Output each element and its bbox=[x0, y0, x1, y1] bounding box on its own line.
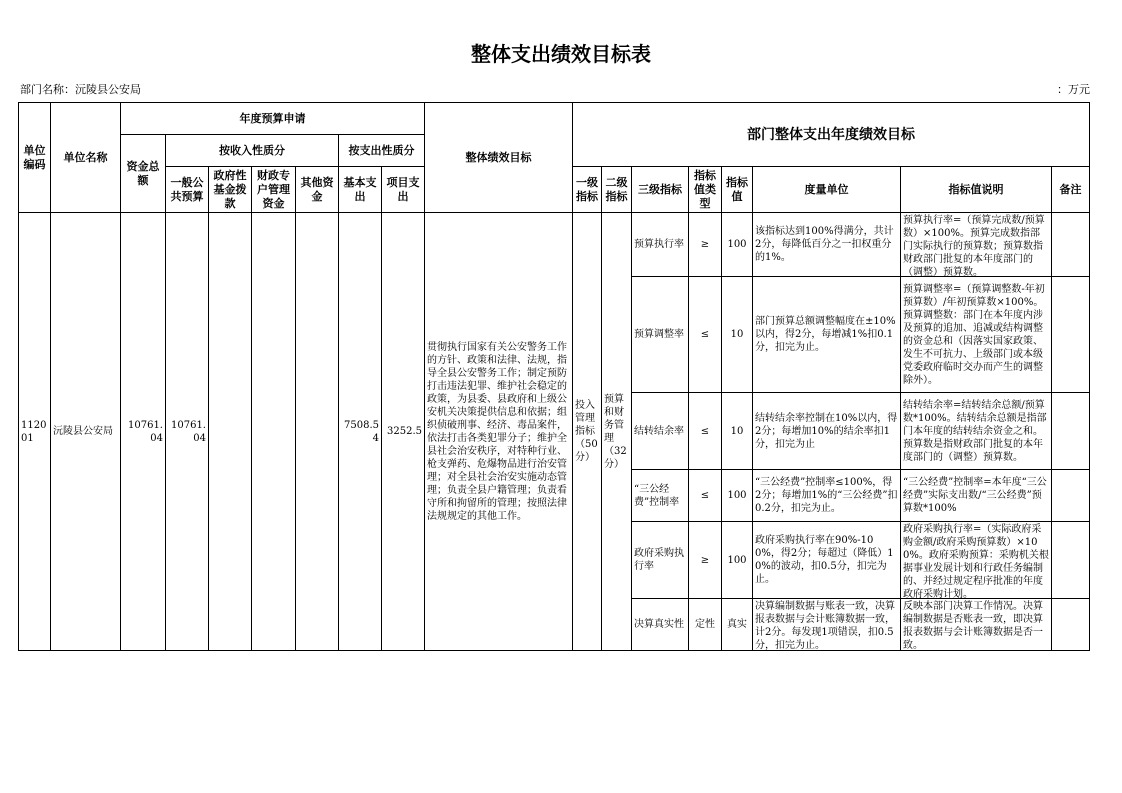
cell-measure bbox=[753, 277, 901, 393]
cell-level3: “三公经费”控制率 bbox=[632, 470, 689, 522]
header-project: 项目支出 bbox=[382, 167, 425, 213]
cell-desc bbox=[901, 213, 1052, 277]
cell-level3: 预算执行率 bbox=[632, 213, 689, 277]
cell-indicator-type: 定性 bbox=[689, 599, 722, 651]
cell-indicator-value: 真实 bbox=[722, 599, 753, 651]
header-unit-name: 单位名称 bbox=[51, 103, 121, 213]
cell-desc bbox=[901, 470, 1052, 522]
cell-desc bbox=[901, 277, 1052, 393]
measure-text: “三公经费”控制率≤100%，得2分；每增加1%的“三公经费”扣0.2分，扣完为止。 bbox=[755, 477, 898, 514]
cell-desc bbox=[901, 522, 1052, 599]
header-level2: 二级指标 bbox=[602, 167, 632, 213]
cell-measure bbox=[753, 522, 901, 599]
cell-level3: 结转结余率 bbox=[632, 393, 689, 470]
header-indicator-value: 指标值 bbox=[722, 167, 753, 213]
currency-unit: ：万元 bbox=[1057, 83, 1090, 96]
header-indicator-desc: 指标值说明 bbox=[901, 167, 1052, 213]
measure-text: 决算编制数据与账表一致，决算报表数据与会计账簿数据一致，计2分。每发现1项错误，扣0.5分，扣完为止。 bbox=[755, 600, 895, 650]
header-general-public: 一般公共预算 bbox=[166, 167, 209, 213]
cell-remark bbox=[1052, 470, 1090, 522]
cell-fiscal-special bbox=[252, 213, 296, 651]
cell-level3: 预算调整率 bbox=[632, 277, 689, 393]
header-total: 资金总额 bbox=[121, 135, 166, 213]
cell-desc bbox=[901, 599, 1052, 651]
header-remark: 备注 bbox=[1052, 167, 1090, 213]
cell-basic: 7508.54 bbox=[339, 213, 382, 651]
desc-text: 预算执行率=（预算完成数/预算数）×100%。预算完成数指部门实际执行的预算数；预算数指财政部门批复的本年度部门的（调整）预算数。 bbox=[903, 214, 1045, 276]
cell-project: 3252.5 bbox=[382, 213, 425, 651]
cell-indicator-value: 100 bbox=[722, 522, 753, 599]
cell-desc bbox=[901, 393, 1052, 470]
cell-indicator-value: 10 bbox=[722, 393, 753, 470]
header-fiscal-special: 财政专户管理资金 bbox=[252, 167, 296, 213]
table-row bbox=[19, 213, 1090, 277]
measure-text: 该指标达到100%得满分，共计2分，每降低百分之一扣权重分的1%。 bbox=[755, 226, 894, 263]
cell-remark bbox=[1052, 393, 1090, 470]
header-overall-goal: 整体绩效目标 bbox=[425, 103, 573, 213]
cell-indicator-type: ≤ bbox=[689, 393, 722, 470]
header-level1: 一级指标 bbox=[573, 167, 602, 213]
cell-indicator-value: 100 bbox=[722, 213, 753, 277]
cell-level3: 政府采购执行率 bbox=[632, 522, 689, 599]
cell-level1: 投入管理指标（50分） bbox=[573, 213, 602, 651]
measure-text: 结转结余率控制在10%以内，得2分；每增加10%的结余率扣1分，扣完为止 bbox=[755, 412, 898, 450]
header-other: 其他资金 bbox=[296, 167, 339, 213]
cell-indicator-value: 100 bbox=[722, 470, 753, 522]
header-by-expense: 按支出性质分 bbox=[339, 135, 425, 167]
cell-indicator-type: ≤ bbox=[689, 277, 722, 393]
cell-general-public: 10761.04 bbox=[166, 213, 209, 651]
cell-unit-name: 沅陵县公安局 bbox=[51, 213, 121, 651]
cell-gov-fund bbox=[209, 213, 252, 651]
header-perf-goal: 部门整体支出年度绩效目标 bbox=[573, 103, 1090, 167]
header-measure-unit: 度量单位 bbox=[753, 167, 901, 213]
header-gov-fund: 政府性基金拨款 bbox=[209, 167, 252, 213]
cell-measure bbox=[753, 213, 901, 277]
cell-goal-text: 贯彻执行国家有关公安警务工作的方针、政策和法律、法规，指导全县公安警务工作；制定预防打击违法犯罪、维护社会稳定的政策，为县委、县政府和上级公安机关决策提供信息和依据；组织侦破刑事、经济、毒品案件，依法打击各类犯罪分子；维护全县社会治安秩序，对特种行业、枪支弹药、危爆物品进行治安管理；对全县社会治安实施动态管理；负责全县户籍管理；负责看守所和拘留所的管理；按照法律法规规定的其他工作。 bbox=[425, 213, 573, 651]
cell-measure bbox=[753, 599, 901, 651]
cell-remark bbox=[1052, 277, 1090, 393]
cell-indicator-value: 10 bbox=[722, 277, 753, 393]
desc-text: 预算调整率=（预算调整数-年初预算数）/年初预算数×100%。预算调整数：部门在本年度内涉及预算的追加、追减或结构调整的资金总和（因落实国家政策、发生不可抗力、上级部门或本级党委政府临时交办而产生的调整除外）。 bbox=[903, 283, 1045, 386]
cell-level3: 决算真实性 bbox=[632, 599, 689, 651]
cell-remark bbox=[1052, 599, 1090, 651]
measure-text: 政府采购执行率在90%-100%，得2分；每超过（降低）10%的波动，扣0.5分，扣完为止。 bbox=[755, 535, 894, 585]
header-unit-code: 单位编码 bbox=[19, 103, 51, 213]
header-basic: 基本支出 bbox=[339, 167, 382, 213]
header-annual-budget: 年度预算申请 bbox=[121, 103, 425, 135]
desc-text: 反映本部门决算工作情况。决算编制数据是否账表一致，即决算报表数据与会计账簿数据是否一致。 bbox=[903, 600, 1043, 650]
header-by-income: 按收入性质分 bbox=[166, 135, 339, 167]
measure-text: 部门预算总额调整幅度在±10%以内，得2分，每增减1%扣0.1分，扣完为止。 bbox=[755, 316, 896, 353]
cell-other bbox=[296, 213, 339, 651]
cell-remark bbox=[1052, 522, 1090, 599]
page-title: 整体支出绩效目标表 bbox=[471, 42, 651, 66]
desc-text: 结转结余率=结转结余总额/预算数*100%。结转结余总额是指部门本年度的结转结余资金之和。预算数是指财政部门批复的本年度部门的（调整）预算数。 bbox=[903, 399, 1047, 463]
cell-level2: 预算和财务管理（32分） bbox=[602, 213, 632, 651]
cell-measure bbox=[753, 470, 901, 522]
header-level3: 三级指标 bbox=[632, 167, 689, 213]
cell-total: 10761.04 bbox=[121, 213, 166, 651]
cell-measure bbox=[753, 393, 901, 470]
performance-table bbox=[18, 102, 1090, 651]
cell-indicator-type: ≥ bbox=[689, 213, 722, 277]
cell-remark bbox=[1052, 213, 1090, 277]
cell-indicator-type: ≤ bbox=[689, 470, 722, 522]
desc-text: 政府采购执行率=（实际政府采购金额/政府采购预算数）×100%。政府采购预算：采购机关根据事业发展计划和行政任务编制的、并经过规定程序批准的年度政府采购计划。 bbox=[903, 523, 1049, 598]
cell-unit-code: 112001 bbox=[19, 213, 51, 651]
department-name: 部门名称：沅陵县公安局 bbox=[20, 83, 141, 96]
cell-indicator-type: ≥ bbox=[689, 522, 722, 599]
desc-text: “三公经费”控制率=本年度“三公经费”实际支出数/“三公经费”预算数*100% bbox=[903, 477, 1047, 514]
header-indicator-type: 指标值类型 bbox=[689, 167, 722, 213]
